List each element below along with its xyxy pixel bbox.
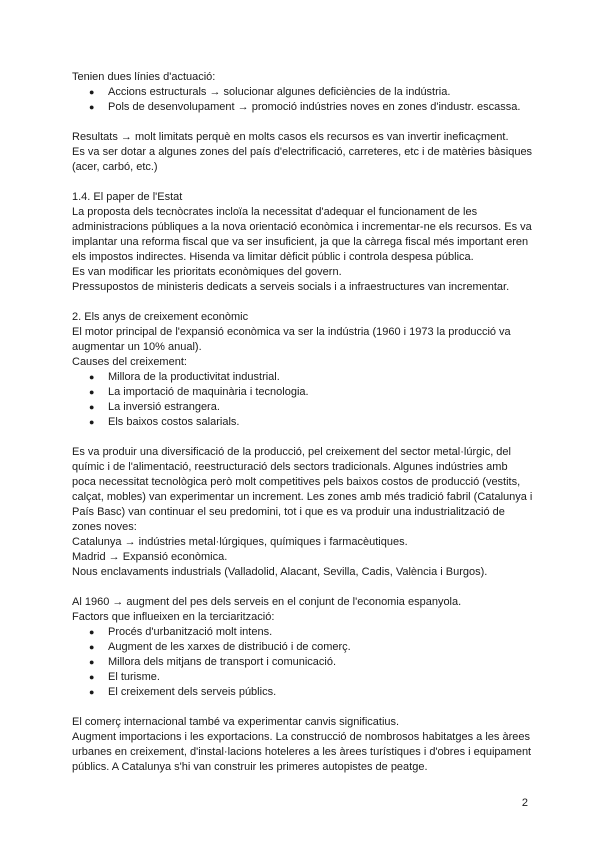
causes-list — [72, 370, 534, 430]
list-item-text: La inversió estrangera. — [108, 401, 220, 413]
services-line: Al 1960 → augment del pes dels serveis en el conjunt de l'economia espanyola. — [72, 596, 462, 608]
section-paragraph: La proposta dels tecnòcrates incloïa la necessitat d'adequar el funcionament de les administracions públiques a la nova orientació econòmica i incrementar-ne els recursos. Es va implantar una reforma fiscal que va ser insuficient, ja que la càrrega fiscal més important eren els impostos indirectes. Hisenda va limitar dèficit públic i controla despesa pública. — [72, 206, 532, 263]
causes-lead: Causes del creixement: — [72, 356, 187, 368]
list-item — [88, 100, 534, 115]
bullet-icon: ● — [89, 87, 95, 97]
results-line: Resultats → molt limitats perquè en molts casos els recursos es van invertir ineficaçment. — [72, 131, 509, 143]
list-item-text: Procés d'urbanització molt intens. — [108, 626, 273, 638]
intro-list — [72, 85, 534, 115]
results-detail: Es va ser dotar a algunes zones del país d'electrificació, carreteres, etc i de matèries bàsiques (acer, carbó, etc.) — [72, 146, 533, 173]
list-item-text: Accions estructurals → solucionar algunes deficiències de la indústria. — [108, 86, 451, 98]
factors-list — [72, 625, 534, 700]
section-heading: 1.4. El paper de l'Estat — [72, 191, 183, 203]
list-item — [88, 640, 534, 655]
diversification-line: Catalunya → indústries metal·lúrgiques, químiques i farmacèutiques. — [72, 536, 408, 548]
bullet-icon: ● — [89, 402, 95, 412]
bullet-icon: ● — [89, 687, 95, 697]
list-item — [88, 370, 534, 385]
list-item-text: Augment de les xarxes de distribució i de comerç. — [108, 641, 351, 653]
page-content — [72, 70, 534, 775]
bullet-icon: ● — [89, 657, 95, 667]
bullet-icon: ● — [89, 102, 95, 112]
diversification-paragraph: Es va produir una diversificació de la producció, pel creixement del sector metal·lúrgic, del químic i de l'alimentació, reestructuració dels sectors tradicionals. Algunes indústries amb poca necessitat tecnològica però molt competitives pels baixos costos de producció (vestits, calçat, mobles) van experimentar un increment. Les zones amb més tradició fabril (Catalunya i País Basc) van continuar el seu predomini, tot i que es va produir una industrialització de zones noves: — [72, 446, 533, 533]
bullet-icon: ● — [89, 642, 95, 652]
commerce-line: El comerç internacional també va experimentar canvis significatius. — [72, 716, 400, 728]
section-heading: 2. Els anys de creixement econòmic — [72, 311, 249, 323]
diversification-line: Nous enclavaments industrials (Valladolid, Alacant, Sevilla, Cadis, València i Burgos). — [72, 566, 488, 578]
list-item — [88, 400, 534, 415]
bullet-icon: ● — [89, 672, 95, 682]
list-item — [88, 415, 534, 430]
list-item — [88, 685, 534, 700]
bullet-icon: ● — [89, 372, 95, 382]
factors-lead: Factors que influeixen en la terciarització: — [72, 611, 275, 623]
section-line: Pressupostos de ministeris dedicats a serveis socials i a infraestructures van incrementar. — [72, 281, 510, 293]
bullet-icon: ● — [89, 417, 95, 427]
list-item-text: El turisme. — [108, 671, 160, 683]
section-line: Es van modificar les prioritats econòmiques del govern. — [72, 266, 342, 278]
list-item — [88, 625, 534, 640]
list-item-text: Els baixos costos salarials. — [108, 416, 240, 428]
list-item-text: Pols de desenvolupament → promoció indústries noves en zones d'industr. escassa. — [108, 101, 521, 113]
bullet-icon: ● — [89, 627, 95, 637]
intro-lead: Tenien dues línies d'actuació: — [72, 71, 216, 83]
commerce-paragraph: Augment importacions i les exportacions. La construcció de nombrosos habitatges a les àrees urbanes en creixement, d'instal·lacions hoteleres a les àrees turístiques i d'obres i equipament públics. A Catalunya s'hi van construir les primeres autopistes de peatge. — [72, 731, 532, 773]
section-paragraph: El motor principal de l'expansió econòmica va ser la indústria (1960 i 1973 la producció va augmentar un 10% anual). — [72, 326, 511, 353]
page-number: 2 — [521, 797, 528, 809]
list-item-text: Millora de la productivitat industrial. — [108, 371, 280, 383]
list-item-text: La importació de maquinària i tecnologia. — [108, 386, 309, 398]
bullet-icon: ● — [89, 387, 95, 397]
list-item-text: El creixement dels serveis públics. — [108, 686, 277, 698]
list-item — [88, 385, 534, 400]
diversification-line: Madrid → Expansió econòmica. — [72, 551, 228, 563]
list-item-text: Millora dels mitjans de transport i comunicació. — [108, 656, 337, 668]
list-item — [88, 655, 534, 670]
list-item — [88, 670, 534, 685]
list-item — [88, 85, 534, 100]
